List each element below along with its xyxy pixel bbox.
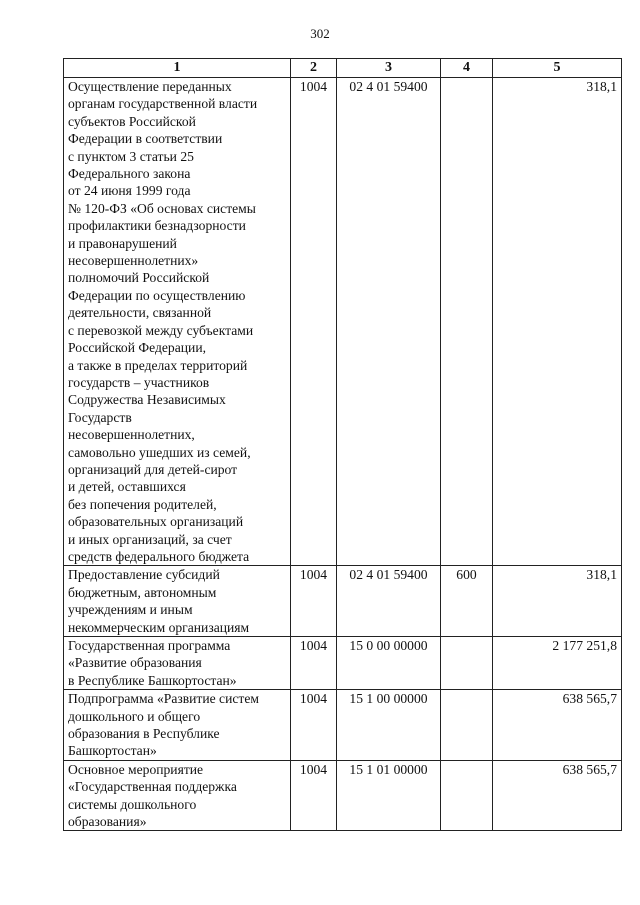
row-expense-type xyxy=(441,637,493,690)
table-row xyxy=(64,690,622,761)
column-header-4: 4 xyxy=(441,59,493,78)
row-name: Подпрограмма «Развитие систем дошкольного и общего образования в Республике Башкортостан» xyxy=(64,690,291,761)
table-row xyxy=(64,566,622,637)
row-expense-type xyxy=(441,760,493,831)
row-amount: 2 177 251,8 xyxy=(493,637,622,690)
row-section: 1004 xyxy=(291,760,337,831)
row-expense-type xyxy=(441,690,493,761)
table-row xyxy=(64,760,622,831)
row-section: 1004 xyxy=(291,566,337,637)
budget-table xyxy=(63,58,622,831)
column-header-1: 1 xyxy=(64,59,291,78)
row-amount: 638 565,7 xyxy=(493,760,622,831)
row-amount: 318,1 xyxy=(493,566,622,637)
column-header-5: 5 xyxy=(493,59,622,78)
row-code: 15 1 01 00000 xyxy=(337,760,441,831)
row-code: 15 1 00 00000 xyxy=(337,690,441,761)
row-section: 1004 xyxy=(291,690,337,761)
row-code: 02 4 01 59400 xyxy=(337,78,441,566)
row-name: Осуществление переданных органам государственной власти субъектов Российской Федерации в соответствии с пунктом 3 статьи 25 Федерального закона от 24 июня 1999 года № 120-ФЗ «Об основах системы профилактики безнадзорности и правонарушений несовершеннолетних» полномочий Российской Федерации по осуществлению деятельности, связанной с перевозкой между субъектами Российской Федерации, а также в пределах территорий государств – участников Содружества Независимых Государств несовершеннолетних, самовольно ушедших из семей, организаций для детей-сирот и детей, оставшихся без попечения родителей, образовательных организаций и иных организаций, за счет средств федерального бюджета xyxy=(64,78,291,566)
row-amount: 638 565,7 xyxy=(493,690,622,761)
row-expense-type: 600 xyxy=(441,566,493,637)
header-row xyxy=(64,59,622,78)
table-row xyxy=(64,78,622,566)
row-name: Государственная программа «Развитие образования в Республике Башкортостан» xyxy=(64,637,291,690)
column-header-2: 2 xyxy=(291,59,337,78)
row-section: 1004 xyxy=(291,637,337,690)
row-expense-type xyxy=(441,78,493,566)
row-section: 1004 xyxy=(291,78,337,566)
row-name: Основное мероприятие «Государственная поддержка системы дошкольного образования» xyxy=(64,760,291,831)
column-header-3: 3 xyxy=(337,59,441,78)
row-code: 02 4 01 59400 xyxy=(337,566,441,637)
page-number: 302 xyxy=(310,26,330,41)
row-amount: 318,1 xyxy=(493,78,622,566)
row-code: 15 0 00 00000 xyxy=(337,637,441,690)
row-name: Предоставление субсидий бюджетным, автономным учреждениям и иным некоммерческим организациям xyxy=(64,566,291,637)
table-row xyxy=(64,637,622,690)
